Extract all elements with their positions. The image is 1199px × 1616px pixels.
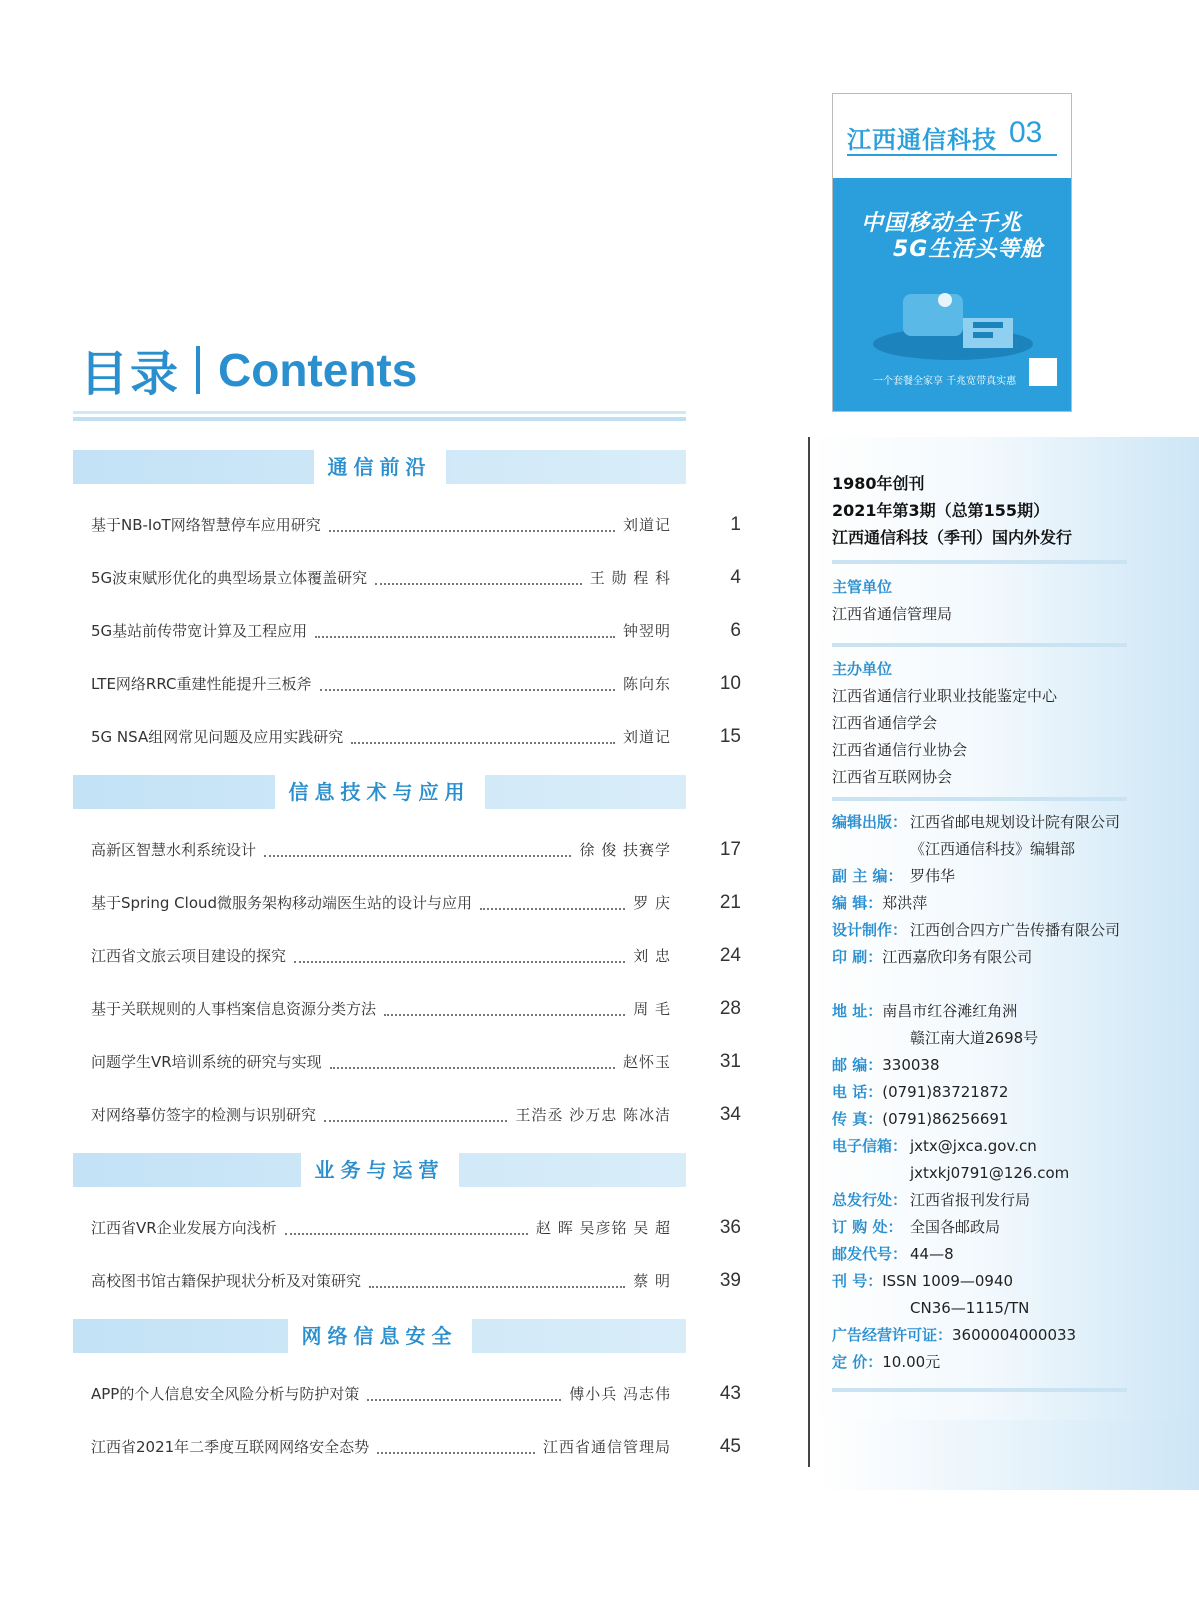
section-title: 业务与运营 [301,1153,459,1187]
dot-leader [375,583,582,585]
dot-leader [330,1067,615,1069]
toc-entry[interactable] [73,929,741,982]
toc-entry[interactable] [73,1201,741,1254]
dot-leader [369,1286,625,1288]
page-number: 45 [719,1435,741,1457]
article-title: 问题学生VR培训系统的研究与实现 [91,1053,322,1071]
article-author: 刘道记 [622,516,671,534]
toc-entry[interactable] [73,1367,741,1420]
toc-entry[interactable] [73,710,741,763]
sponsor-item: 江西省通信行业协会 [832,741,968,759]
contact-value: jxtxkj0791@126.com [910,1164,1070,1182]
contact-value: (0791)83721872 [882,1083,1009,1101]
article-author: 罗 庆 [633,894,671,912]
article-author: 王浩丞 沙万忠 陈冰洁 [515,1106,671,1124]
section-gap [73,763,741,775]
contact-value: CN36—1115/TN [910,1299,1030,1317]
contact-row [832,1025,1038,1052]
dot-leader [315,636,615,638]
article-title: 江西省VR企业发展方向浅析 [91,1219,277,1237]
contact-label [832,1025,910,1052]
contact-label: 电子信箱： [832,1137,908,1155]
contact-value: 10.00元 [882,1353,941,1371]
contact-row [832,1187,1030,1214]
page-number: 43 [719,1382,741,1404]
title-chinese: 目录 [80,346,181,402]
contact-label: 传 真： [832,1110,883,1128]
editorial-label: 副 主 编： [832,867,903,885]
section-header [73,1153,686,1187]
article-title: APP的个人信息安全风险分析与防护对策 [91,1385,360,1403]
contact-row [832,998,1017,1025]
article-title: 5G NSA组网常见问题及应用实践研究 [91,728,344,746]
toc-entry[interactable] [73,982,741,1035]
dot-leader [367,1399,561,1401]
contact-label: 广告经营许可证： [832,1326,953,1344]
editorial-label: 印 刷： [832,948,883,966]
page-number: 6 [730,619,741,641]
contact-label: 订 购 处： [832,1218,903,1236]
toc-entry[interactable] [73,1035,741,1088]
section-gap [73,1307,741,1319]
contact-value: 南昌市红谷滩红角洲 [882,1002,1018,1020]
contact-label: 邮 编： [832,1056,883,1074]
contact-label [832,1295,910,1322]
article-title: 基于Spring Cloud微服务架构移动端医生站的设计与应用 [91,894,473,912]
contact-row [832,1295,1029,1322]
article-title: 江西省文旅云项目建设的探究 [91,947,287,965]
editorial-value: 罗伟华 [910,867,956,885]
editorial-label: 编 辑： [832,894,883,912]
dot-leader [329,530,615,532]
dot-leader [351,742,615,744]
cover-magazine-name: 江西通信科技 [847,126,997,154]
toc-entry[interactable] [73,1088,741,1141]
article-author: 陈向东 [622,675,671,693]
contact-row [832,1214,1000,1241]
dot-leader [264,855,571,857]
contact-value: 赣江南大道2698号 [910,1029,1039,1047]
page-number: 36 [719,1216,741,1238]
cover-issue-number: 03 [1009,116,1043,149]
article-title: 5G波束赋形优化的典型场景立体覆盖研究 [91,569,368,587]
editorial-label [832,836,910,863]
title-rule-lower [73,417,686,421]
contact-value: 44—8 [910,1245,954,1263]
editorial-row [832,863,955,890]
page-number: 4 [730,566,741,588]
article-author: 赵怀玉 [622,1053,671,1071]
panel-divider [832,643,1127,647]
distribution-info: 江西通信科技（季刊）国内外发行 [832,528,1073,547]
editorial-value: 江西省邮电规划设计院有限公司 [910,813,1121,831]
section-header [73,1319,686,1353]
editorial-value: 江西创合四方广告传播有限公司 [910,921,1121,939]
dot-leader [294,961,625,963]
contact-label [832,1160,910,1187]
page-number: 39 [719,1269,741,1291]
contact-row [832,1133,1037,1160]
article-title: 基于关联规则的人事档案信息资源分类方法 [91,1000,377,1018]
panel-divider [832,1388,1127,1392]
editorial-row [832,917,1120,944]
editorial-value: 郑洪萍 [882,894,928,912]
dot-leader [324,1120,507,1122]
section-gap [73,1141,741,1153]
founded-year: 1980年创刊 [832,474,925,493]
title-separator [196,346,200,394]
dot-leader [480,908,625,910]
contact-row [832,1052,940,1079]
article-title: 江西省2021年二季度互联网网络安全态势 [91,1438,370,1456]
contact-row [832,1322,1076,1349]
contact-value: 330038 [882,1056,940,1074]
contact-row [832,1079,1008,1106]
editorial-row [832,944,1032,971]
contact-value: 全国各邮政局 [910,1218,1001,1236]
article-author: 傅小兵 冯志伟 [569,1385,671,1403]
article-author: 王 勋 程 科 [589,569,671,587]
cover-slogan-line2: 5G生活头等舱 [893,237,1044,262]
editorial-value: 江西嘉欣印务有限公司 [882,948,1033,966]
contact-label: 邮发代号： [832,1245,908,1263]
toc-entry[interactable] [73,876,741,929]
section-header [73,775,686,809]
toc-entry[interactable] [73,1420,741,1473]
toc-entry[interactable] [73,1254,741,1307]
toc-entry[interactable] [73,551,741,604]
article-title: 基于NB-IoT网络智慧停车应用研究 [91,516,321,534]
article-author: 赵 晖 吴彦铭 吴 超 [535,1219,671,1237]
editorial-label: 编辑出版： [832,813,908,831]
dot-leader [285,1233,528,1235]
contact-row [832,1106,1008,1133]
contact-label: 定 价： [832,1353,883,1371]
contact-value: jxtx@jxca.gov.cn [910,1137,1037,1155]
section-title: 网络信息安全 [288,1319,472,1353]
toc-entry[interactable] [73,657,741,710]
panel-divider-line [808,437,810,1467]
contact-row [832,1349,940,1376]
decorative-band [820,1420,1199,1490]
panel-divider [832,797,1127,801]
contact-row [832,1268,1013,1295]
panel-divider [832,560,1127,564]
title-rule [73,411,686,414]
contact-value: 3600004000033 [952,1326,1077,1344]
supervisor-value: 江西省通信管理局 [832,605,953,623]
article-author: 钟翌明 [622,622,671,640]
article-title: 高新区智慧水利系统设计 [91,841,257,859]
page-number: 24 [719,944,741,966]
contact-label: 电 话： [832,1083,883,1101]
editorial-value: 《江西通信科技》编辑部 [910,840,1076,858]
dot-leader [384,1014,625,1016]
article-author: 刘道记 [622,728,671,746]
editorial-row [832,890,927,917]
contact-label: 地 址： [832,1002,883,1020]
article-author: 刘 忠 [633,947,671,965]
section-title: 信息技术与应用 [275,775,485,809]
cover-slogan-line1: 中国移动全千兆 [861,211,1023,236]
cover-tagline: 一个套餐全家享 千兆宽带真实惠 [873,376,1017,387]
sponsors-label: 主办单位 [832,660,893,678]
article-author: 徐 俊 扶赛学 [579,841,671,859]
publication-info [832,470,1072,551]
title-english: Contents [218,343,418,396]
toc-entry[interactable] [73,498,741,551]
article-title: 对网络摹仿签字的检测与识别研究 [91,1106,317,1124]
issue-info: 2021年第3期（总第155期） [832,501,1050,520]
article-title: LTE网络RRC重建性能提升三板斧 [91,675,312,693]
article-author: 蔡 明 [633,1272,671,1290]
cover-header-rule [847,154,1057,156]
page-number: 17 [719,838,741,860]
page-title [80,335,417,404]
cover-illustration [863,274,1043,364]
page-number: 28 [719,997,741,1019]
sponsor-item: 江西省通信学会 [832,714,938,732]
cover-header [833,94,1071,178]
dot-leader [320,689,615,691]
dot-leader [377,1452,535,1454]
page-number: 31 [719,1050,741,1072]
editorial-label: 设计制作： [832,921,908,939]
contact-value: ISSN 1009—0940 [882,1272,1014,1290]
table-of-contents [73,450,741,1473]
section-header [73,450,686,484]
article-author: 周 毛 [633,1000,671,1018]
sponsor-item: 江西省互联网协会 [832,768,953,786]
sponsor-item: 江西省通信行业职业技能鉴定中心 [832,687,1058,705]
supervisor-label: 主管单位 [832,578,893,596]
article-title: 5G基站前传带宽计算及工程应用 [91,622,308,640]
page-number: 1 [730,513,741,535]
contact-label: 总发行处： [832,1191,908,1209]
editorial-row [832,836,1075,863]
contact-value: (0791)86256691 [882,1110,1009,1128]
page-number: 15 [719,725,741,747]
page-number: 10 [719,672,741,694]
article-author: 江西省通信管理局 [542,1438,671,1456]
toc-entry[interactable] [73,604,741,657]
qr-code-icon [1029,358,1057,386]
contact-row [832,1160,1069,1187]
contact-value: 江西省报刊发行局 [910,1191,1031,1209]
toc-entry[interactable] [73,823,741,876]
magazine-cover [832,93,1072,412]
contact-row [832,1241,954,1268]
page-number: 21 [719,891,741,913]
section-title: 通信前沿 [314,450,446,484]
article-title: 高校图书馆古籍保护现状分析及对策研究 [91,1272,362,1290]
page-number: 34 [719,1103,741,1125]
editorial-row [832,809,1120,836]
contact-label: 刊 号： [832,1272,883,1290]
